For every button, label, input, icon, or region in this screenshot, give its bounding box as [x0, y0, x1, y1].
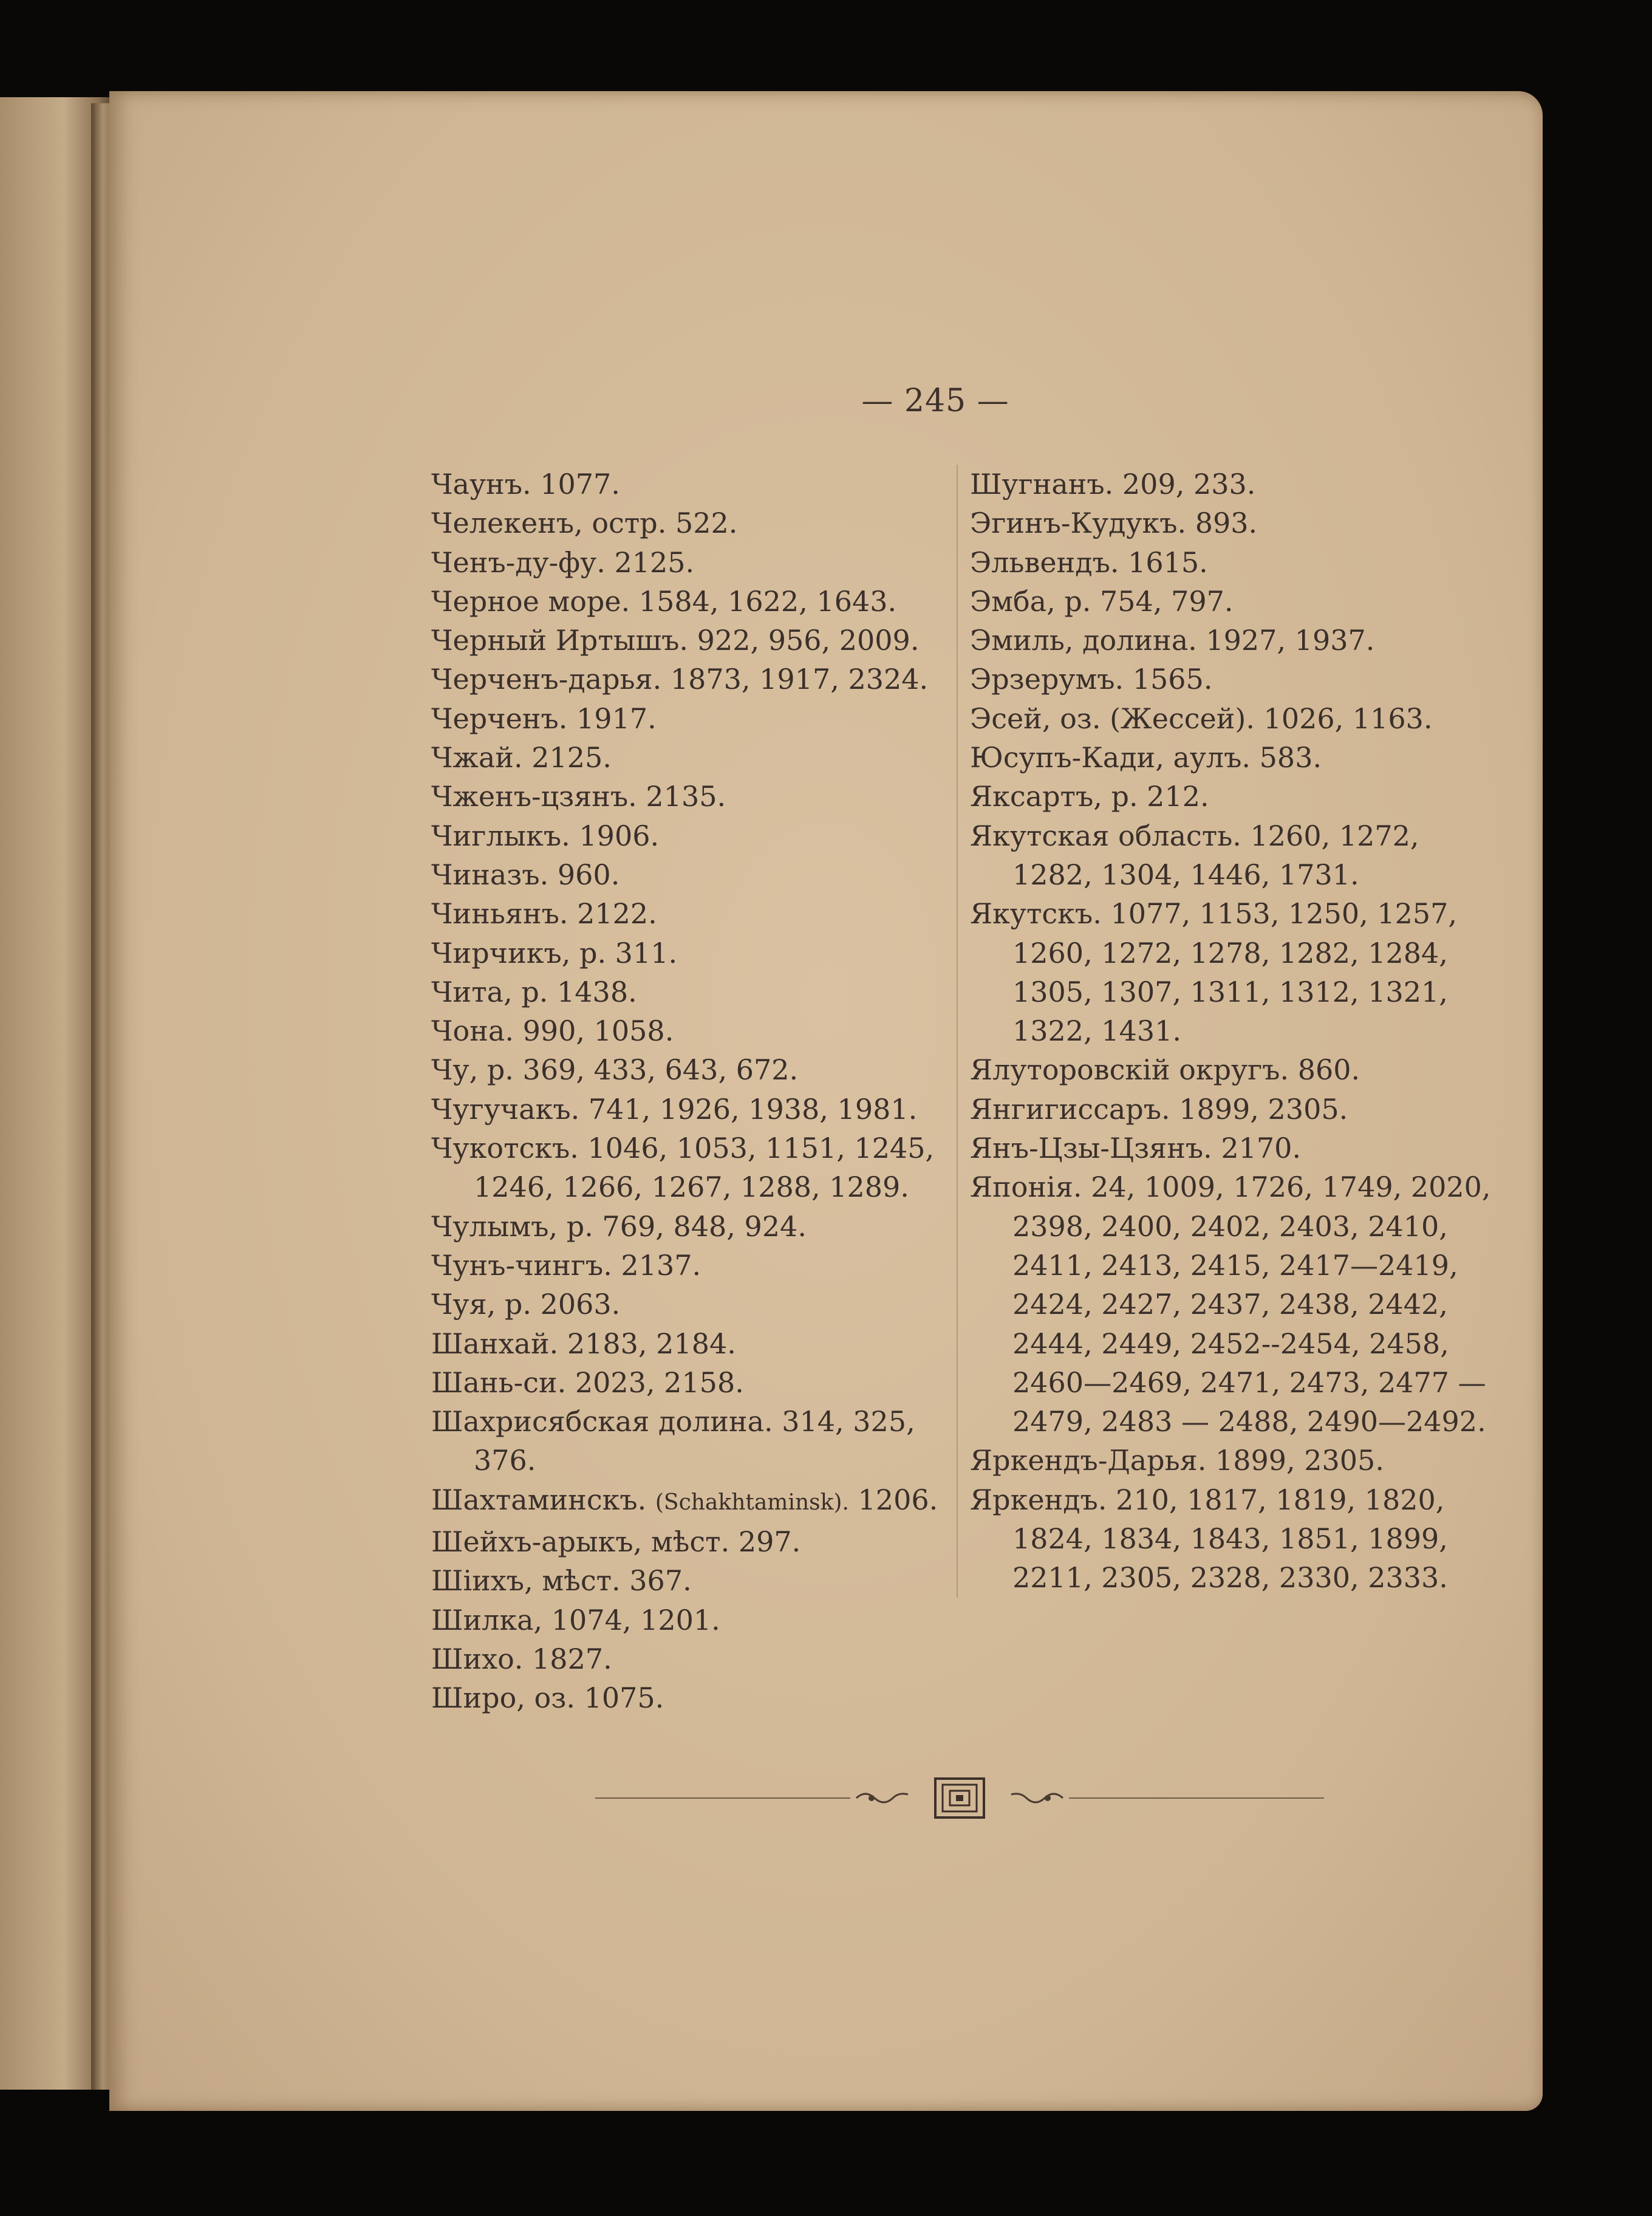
index-entry: Чу, р. 369, 433, 643, 672.: [431, 1053, 799, 1087]
entry-latin-name: (Schakhtaminsk).: [655, 1489, 849, 1515]
index-column-right: [957, 465, 1492, 1598]
index-entry: Чиглыкъ. 1906.: [431, 819, 660, 852]
index-entry: Чженъ-цзянъ. 2135.: [431, 780, 726, 813]
index-entry: Чуя, р. 2063.: [431, 1288, 621, 1321]
index-entry: Ялуторовскій округъ. 860.: [970, 1053, 1360, 1087]
book-page: [109, 91, 1543, 2111]
index-entry: Чукотскъ. 1046, 1053, 1151, 1245, 1246, 1266, 1267, 1288, 1289.: [431, 1132, 935, 1204]
entry-pages: 1206.: [848, 1483, 938, 1516]
index-entry: Широ, оз. 1075.: [431, 1681, 664, 1715]
index-entry: Чугучакъ. 741, 1926, 1938, 1981.: [431, 1092, 918, 1126]
index-entry: Эмиль, долина. 1927, 1937.: [970, 624, 1375, 657]
index-entry: Яркендъ. 210, 1817, 1819, 1820, 1824, 1834, 1843, 1851, 1899, 2211, 2305, 2328, 2330, 2333.: [970, 1483, 1448, 1595]
index-entry: Шилка, 1074, 1201.: [431, 1603, 720, 1636]
page-number: — 245 —: [861, 383, 1009, 419]
index-entry: Шань-си. 2023, 2158.: [431, 1366, 744, 1399]
index-entry: Яксартъ, р. 212.: [970, 780, 1209, 813]
index-entry: Юсупъ-Кади, аулъ. 583.: [970, 741, 1322, 775]
index-entry: Эмба, р. 754, 797.: [970, 584, 1234, 618]
index-entry: Чаунъ. 1077.: [431, 468, 620, 501]
index-entry: Яркендъ-Дарья. 1899, 2305.: [970, 1444, 1384, 1477]
index-entry: Шихо. 1827.: [431, 1642, 612, 1675]
index-entry: Чирчикъ, р. 311.: [431, 936, 678, 969]
index-entry: Чжай. 2125.: [431, 741, 612, 775]
index-entry: Чулымъ, р. 769, 848, 924.: [431, 1209, 807, 1243]
index-entry: Эсей, оз. (Жессей). 1026, 1163.: [970, 702, 1433, 735]
index-entry: Эрзерумъ. 1565.: [970, 663, 1213, 696]
index-entry: Чита, р. 1438.: [431, 975, 637, 1008]
index-entry: Эльвендъ. 1615.: [970, 545, 1208, 579]
index-entry: Челекенъ, остр. 522.: [431, 507, 738, 540]
index-entry: Ченъ-ду-фу. 2125.: [431, 545, 695, 579]
index-entry: Чиназъ. 960.: [431, 858, 620, 891]
index-entry: Чиньянъ. 2122.: [431, 897, 657, 931]
index-entry: Черченъ. 1917.: [431, 702, 657, 735]
index-column-left: [431, 465, 947, 1718]
index-entry: Японія. 24, 1009, 1726, 1749, 2020, 2398, 2400, 2402, 2403, 2410, 2411, 2413, 2415, 2417—2419, 2424, 2427, 2437, 2438, 2442, 2444, 2449, 2452--2454, 2458, 2460—2469, 2471, 2473, 2477 — 2479, 2483 — 2488, 2490—2492.: [970, 1171, 1491, 1438]
index-entry: Шахрисябская долина. 314, 325, 376.: [431, 1405, 915, 1477]
index-entry: Шейхъ-арыкъ, мѣст. 297.: [431, 1525, 801, 1559]
index-entry: Янъ-Цзы-Цзянъ. 2170.: [970, 1132, 1302, 1165]
index-entry: Черный Иртышъ. 922, 956, 2009.: [431, 624, 920, 657]
index-entry: Эгинъ-Кудукъ. 893.: [970, 507, 1258, 540]
index-entry: Черченъ-дарья. 1873, 1917, 2324.: [431, 663, 929, 696]
index-entry: Черное море. 1584, 1622, 1643.: [431, 584, 897, 618]
index-entry: Шіихъ, мѣст. 367.: [431, 1564, 692, 1598]
index-entry: Якутскъ. 1077, 1153, 1250, 1257, 1260, 1272, 1278, 1282, 1284, 1305, 1307, 1311, 1312, 1321, 1322, 1431.: [970, 897, 1458, 1048]
index-entry: Чунъ-чингъ. 2137.: [431, 1248, 701, 1282]
index-entry: Якутская область. 1260, 1272, 1282, 1304, 1446, 1731.: [970, 819, 1419, 891]
index-entry: Янгигиссаръ. 1899, 2305.: [970, 1092, 1348, 1126]
index-entry: Шугнанъ. 209, 233.: [970, 468, 1256, 501]
index-entry: Шанхай. 2183, 2184.: [431, 1327, 736, 1360]
index-entry: [431, 1480, 947, 1522]
index-entry: Чона. 990, 1058.: [431, 1014, 674, 1048]
entry-name: Шахтаминскъ.: [431, 1483, 655, 1516]
tailpiece-ornament: [595, 1774, 1324, 1822]
